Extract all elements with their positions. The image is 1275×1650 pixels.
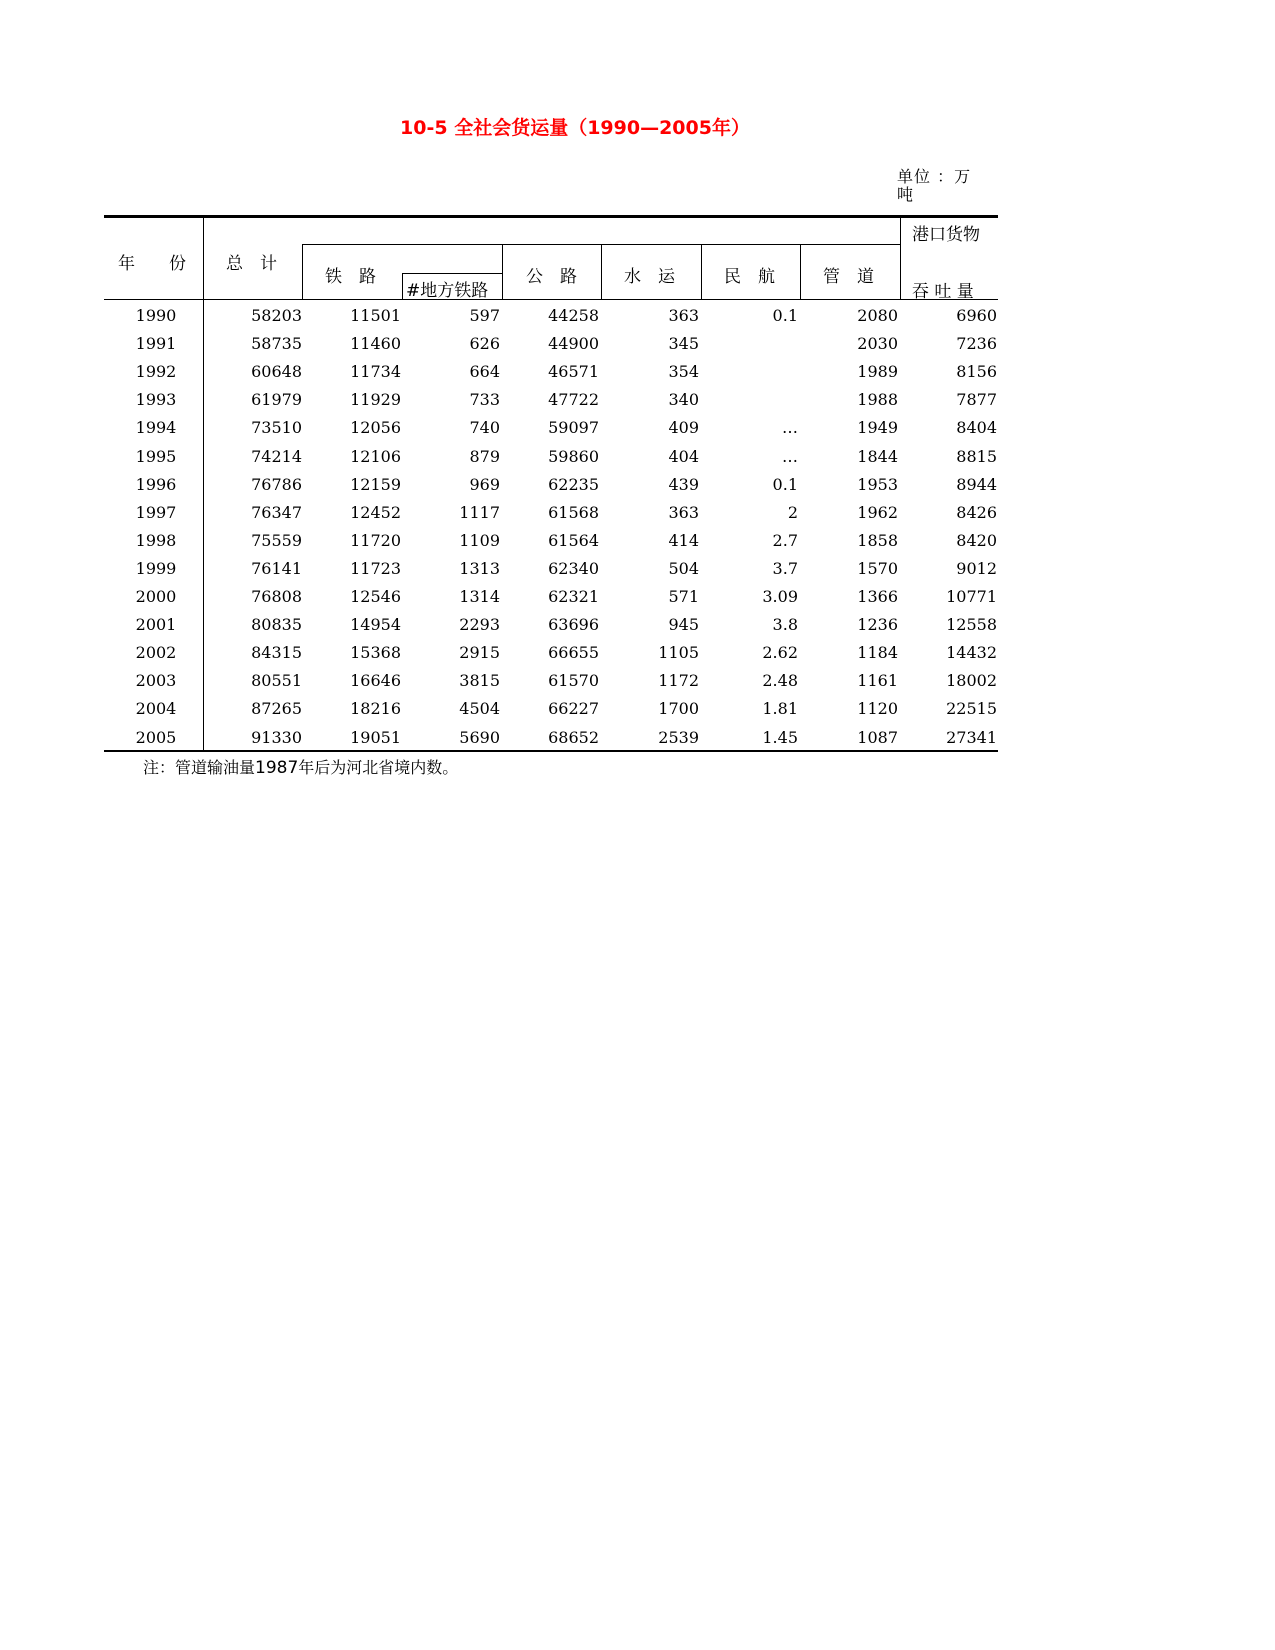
- road-cell: 46571: [548, 362, 599, 382]
- port-cell: 27341: [946, 727, 997, 747]
- total-cell: 58203: [251, 306, 302, 325]
- rail-cell: 12546: [350, 587, 401, 606]
- aviation-cell: 2.48: [762, 671, 798, 691]
- water-cell: 439: [668, 474, 699, 494]
- port-cell: 8404: [956, 418, 997, 438]
- local-rail-cell: 1313: [459, 558, 500, 578]
- water-cell: 2539: [658, 727, 699, 747]
- water-cell: 345: [668, 334, 699, 354]
- aviation-cell: 2: [787, 502, 798, 522]
- year-cell: 1994: [135, 418, 177, 438]
- local-rail-cell: 626: [469, 334, 500, 354]
- port-cell: 12558: [946, 615, 997, 635]
- water-cell: 363: [668, 306, 699, 325]
- road-cell: 62321: [548, 587, 599, 606]
- road-cell: 66655: [548, 643, 599, 663]
- year-cell: 1995: [135, 446, 177, 466]
- footnote-suffix: 年后为河北省境内数。: [298, 758, 459, 777]
- road-cell: 63696: [548, 615, 599, 635]
- rail-cell: 11720: [350, 530, 401, 550]
- pipeline-divider: [800, 244, 801, 300]
- local-rail-box-left: [402, 273, 403, 300]
- water-cell: 354: [668, 362, 699, 382]
- footnote-year: 1987: [255, 758, 299, 778]
- pipeline-cell: 1988: [857, 390, 898, 410]
- footnote: [143, 755, 458, 778]
- pipeline-cell: 1953: [857, 474, 898, 494]
- pipeline-cell: 1161: [857, 671, 898, 691]
- road-cell: 59097: [548, 418, 599, 438]
- header-aviation: 民 航: [724, 267, 775, 287]
- water-cell: 404: [668, 446, 699, 466]
- port-cell: 7236: [956, 334, 997, 354]
- aviation-cell: 3.8: [772, 615, 798, 635]
- local-rail-cell: 5690: [459, 727, 500, 747]
- aviation-cell: 1.81: [762, 699, 798, 719]
- total-cell: 91330: [251, 727, 302, 747]
- local-rail-cell: 740: [469, 418, 500, 438]
- header-year: 年 份: [118, 254, 186, 274]
- rail-cell: 11723: [350, 558, 401, 578]
- header-port-bottom: 吞 吐 量: [912, 282, 974, 302]
- total-cell: 76808: [251, 587, 302, 606]
- port-cell: 14432: [946, 643, 997, 663]
- year-cell: 2003: [135, 671, 177, 691]
- year-cell: 2002: [135, 643, 177, 663]
- pipeline-cell: 1949: [857, 418, 898, 438]
- port-cell: 6960: [956, 306, 997, 325]
- pipeline-cell: 1962: [857, 502, 898, 522]
- aviation-cell: 3.09: [762, 587, 798, 606]
- page-title: 10-5 全社会货运量（1990—2005年）: [400, 117, 750, 139]
- total-cell: 76141: [251, 558, 302, 578]
- local-rail-cell: 1117: [459, 502, 500, 522]
- local-rail-box-top: [402, 273, 502, 274]
- pipeline-cell: 1184: [857, 643, 898, 663]
- pipeline-cell: 1087: [857, 727, 898, 747]
- aviation-cell: 0.1: [772, 306, 798, 325]
- port-cell: 8156: [956, 362, 997, 382]
- water-cell: 504: [668, 558, 699, 578]
- local-rail-cell: 969: [469, 474, 500, 494]
- local-rail-cell: 3815: [459, 671, 500, 691]
- header-local-rail: #地方铁路: [406, 281, 489, 301]
- year-cell: 1991: [135, 334, 177, 354]
- water-cell: 363: [668, 502, 699, 522]
- water-cell: 1700: [658, 699, 699, 719]
- rail-divider: [302, 244, 303, 300]
- local-rail-cell: 1314: [459, 587, 500, 606]
- year-cell: 1996: [135, 474, 177, 494]
- total-cell: 75559: [251, 530, 302, 550]
- total-cell: 76347: [251, 502, 302, 522]
- total-cell: 60648: [251, 362, 302, 382]
- pipeline-cell: 1236: [857, 615, 898, 635]
- local-rail-cell: 597: [469, 306, 500, 325]
- port-divider: [900, 218, 901, 300]
- aviation-cell: …: [782, 418, 798, 438]
- total-cell: 73510: [251, 418, 302, 438]
- water-cell: 945: [668, 615, 699, 635]
- aviation-cell: 0.1: [772, 474, 798, 494]
- rail-cell: 11734: [350, 362, 401, 382]
- road-cell: 47722: [548, 390, 599, 410]
- port-cell: 8944: [956, 474, 997, 494]
- local-rail-cell: 733: [469, 390, 500, 410]
- road-cell: 61570: [548, 671, 599, 691]
- year-cell: 1999: [135, 558, 177, 578]
- footnote-prefix: 注：管道输油量: [143, 758, 256, 777]
- header-road: 公 路: [526, 267, 577, 287]
- rail-cell: 19051: [350, 727, 401, 747]
- aviation-cell: 3.7: [772, 558, 798, 578]
- water-cell: 571: [668, 587, 699, 606]
- port-cell: 8426: [956, 502, 997, 522]
- port-cell: 7877: [956, 390, 997, 410]
- total-cell: 61979: [251, 390, 302, 410]
- aviation-cell: 1.45: [762, 727, 798, 747]
- local-rail-cell: 879: [469, 446, 500, 466]
- total-cell: 80835: [251, 615, 302, 635]
- rail-cell: 12159: [350, 474, 401, 494]
- year-cell: 2005: [135, 727, 177, 747]
- pipeline-cell: 1570: [857, 558, 898, 578]
- pipeline-cell: 2030: [857, 334, 898, 354]
- water-cell: 1172: [658, 671, 699, 691]
- header-port-top: 港口货物: [912, 225, 980, 245]
- aviation-divider: [701, 244, 702, 300]
- aviation-cell: 2.7: [772, 530, 798, 550]
- rail-cell: 12056: [350, 418, 401, 438]
- rail-cell: 12106: [350, 446, 401, 466]
- local-rail-cell: 4504: [459, 699, 500, 719]
- road-cell: 61564: [548, 530, 599, 550]
- pipeline-cell: 1844: [857, 446, 898, 466]
- road-cell: 61568: [548, 502, 599, 522]
- year-cell: 2004: [135, 699, 177, 719]
- rail-cell: 18216: [350, 699, 401, 719]
- year-cell: 2000: [135, 587, 177, 606]
- road-cell: 68652: [548, 727, 599, 747]
- total-cell: 76786: [251, 474, 302, 494]
- year-cell: 1997: [135, 502, 177, 522]
- road-divider: [502, 244, 503, 300]
- road-cell: 62340: [548, 558, 599, 578]
- port-cell: 9012: [956, 558, 997, 578]
- rail-cell: 14954: [350, 615, 401, 635]
- aviation-cell: …: [782, 446, 798, 466]
- total-cell: 74214: [251, 446, 302, 466]
- aviation-cell: 2.62: [762, 643, 798, 663]
- header-total: 总 计: [226, 254, 277, 274]
- total-cell: 80551: [251, 671, 302, 691]
- port-cell: 10771: [946, 587, 997, 606]
- unit-label: 单位 ：万吨: [897, 167, 972, 204]
- rail-cell: 16646: [350, 671, 401, 691]
- year-cell: 2001: [135, 615, 177, 635]
- year-cell: 1993: [135, 390, 177, 410]
- road-cell: 44900: [548, 334, 599, 354]
- port-cell: 8815: [956, 446, 997, 466]
- rail-cell: 11929: [350, 390, 401, 410]
- year-cell: 1990: [135, 306, 177, 325]
- pipeline-cell: 2080: [857, 306, 898, 325]
- table-top-border: [104, 215, 998, 218]
- water-cell: 340: [668, 390, 699, 410]
- road-cell: 44258: [548, 306, 599, 325]
- year-cell: 1992: [135, 362, 177, 382]
- port-cell: 8420: [956, 530, 997, 550]
- rail-cell: 12452: [350, 502, 401, 522]
- header-rail: 铁 路: [325, 267, 376, 287]
- local-rail-cell: 2293: [459, 615, 500, 635]
- water-cell: 414: [668, 530, 699, 550]
- road-cell: 66227: [548, 699, 599, 719]
- table-header-bottom-border: [104, 299, 998, 300]
- port-cell: 18002: [946, 671, 997, 691]
- pipeline-cell: 1120: [857, 699, 898, 719]
- rail-cell: 15368: [350, 643, 401, 663]
- total-cell: 84315: [251, 643, 302, 663]
- table-bottom-border: [104, 750, 998, 752]
- pipeline-cell: 1366: [857, 587, 898, 606]
- local-rail-cell: 2915: [459, 643, 500, 663]
- local-rail-cell: 1109: [459, 530, 500, 550]
- water-cell: 409: [668, 418, 699, 438]
- header-water: 水 运: [624, 267, 675, 287]
- water-divider: [601, 244, 602, 300]
- total-cell: 58735: [251, 334, 302, 354]
- road-cell: 62235: [548, 474, 599, 494]
- port-cell: 22515: [946, 699, 997, 719]
- header-pipeline: 管 道: [823, 267, 874, 287]
- rail-cell: 11501: [350, 306, 401, 325]
- road-cell: 59860: [548, 446, 599, 466]
- total-cell: 87265: [251, 699, 302, 719]
- local-rail-cell: 664: [469, 362, 500, 382]
- water-cell: 1105: [658, 643, 699, 663]
- pipeline-cell: 1989: [857, 362, 898, 382]
- rail-cell: 11460: [350, 334, 401, 354]
- pipeline-cell: 1858: [857, 530, 898, 550]
- year-cell: 1998: [135, 530, 177, 550]
